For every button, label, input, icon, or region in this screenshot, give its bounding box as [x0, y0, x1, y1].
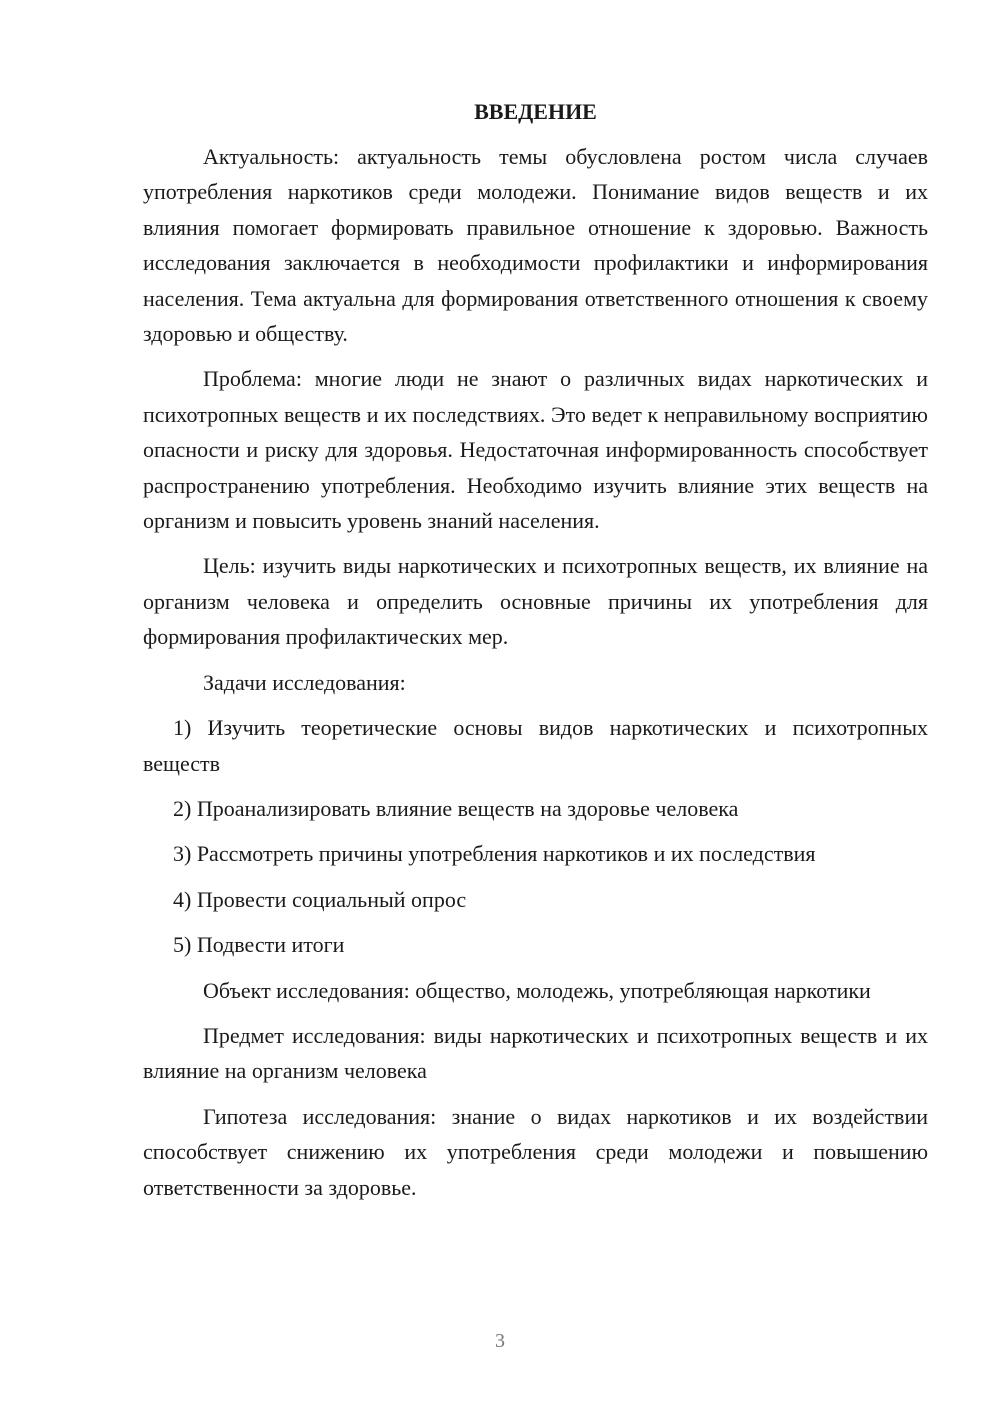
object-paragraph: Объект исследования: общество, молодежь, употребляющая наркотики — [203, 977, 871, 1003]
goal-paragraph: Цель: изучить виды наркотических и психотропных веществ, их влияние на организм человека и определить основные причины их употребления для формирования профилактических мер. — [143, 553, 928, 650]
page-title: ВВЕДЕНИЕ — [474, 99, 597, 124]
relevance-paragraph: Актуальность: актуальность темы обусловлена ростом числа случаев употребления наркотиков среди молодежи. Понимание видов веществ и их влияния помогает формировать правильное отношение к здоровью. Важность исследования заключается в необходимости профилактики и информирования населения. Тема актуальна для формирования ответственного отношения к своему здоровью и обществу. — [143, 144, 928, 347]
page-content — [143, 94, 928, 1215]
task-item-3: 3) Рассмотреть причины употребления наркотиков и их последствия — [173, 841, 816, 867]
task-item-1: 1) Изучить теоретические основы видов наркотических и психотропных веществ — [143, 715, 928, 776]
tasks-heading: Задачи исследования: — [203, 669, 406, 695]
subject-paragraph: Предмет исследования: виды наркотических и психотропных веществ и их влияние на организм человека — [143, 1022, 928, 1084]
problem-paragraph: Проблема: многие люди не знают о различных видах наркотических и психотропных веществ и их последствиях. Это ведет к неправильному восприятию опасности и риску для здоровья. Недостаточная информированность способствует распространению употребления. Необходимо изучить влияние этих веществ на организм и повысить уровень знаний населения. — [143, 366, 928, 534]
task-item-4: 4) Провести социальный опрос — [173, 886, 467, 912]
task-item-2: 2) Проанализировать влияние веществ на здоровье человека — [173, 795, 739, 821]
page-number: 3 — [495, 1330, 505, 1352]
task-item-5: 5) Подвести итоги — [173, 932, 345, 958]
hypothesis-paragraph: Гипотеза исследования: знание о видах наркотиков и их воздействии способствует снижению их употребления среди молодежи и повышению ответственности за здоровье. — [143, 1103, 928, 1200]
